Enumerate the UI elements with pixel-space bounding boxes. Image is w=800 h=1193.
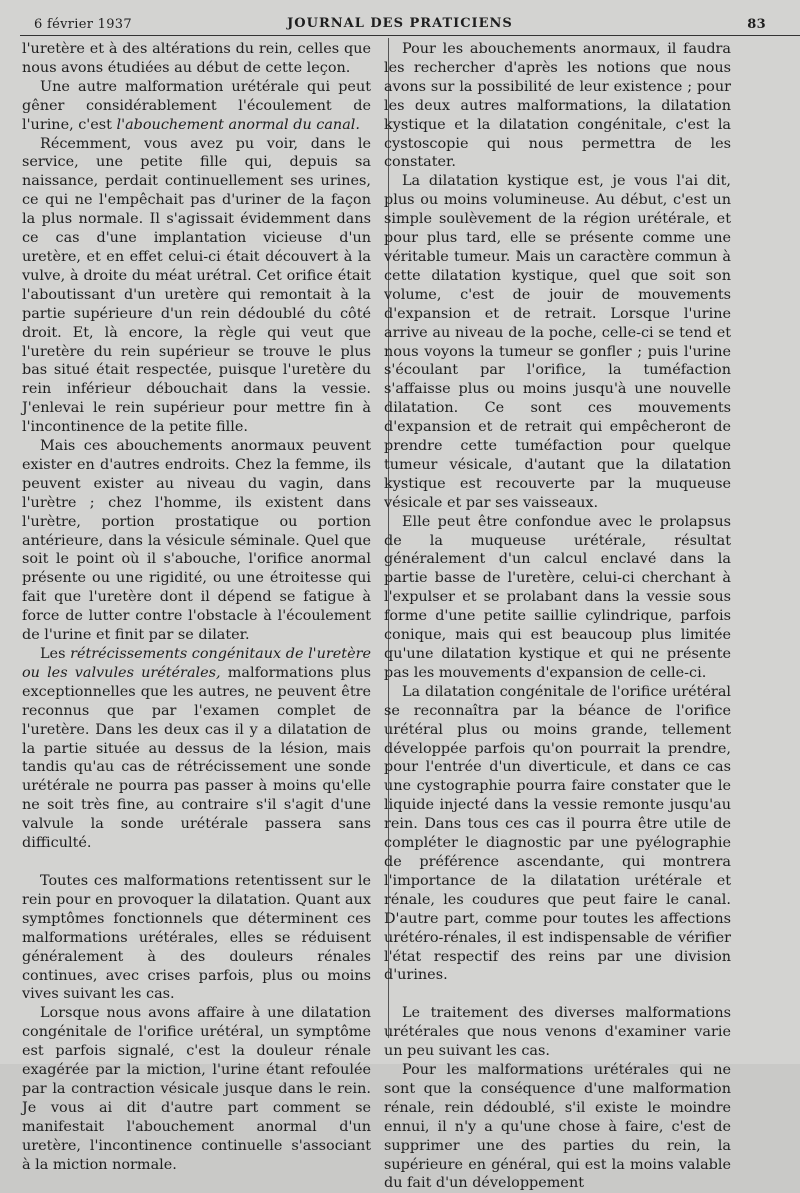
paragraph: Le traitement des diverses malformations urétérales que nous venons d'examiner varie un peu suivant les cas. (384, 1005, 731, 1060)
paragraph-text: Une autre malformation urétérale qui peut gêner considérablement l'écoulement de l'urine, c'est (22, 78, 371, 133)
paragraph-lead: Les (40, 646, 71, 662)
left-column (22, 40, 371, 1174)
paragraph (22, 78, 371, 135)
paragraph: La dilatation congénitale de l'orifice urétéral se reconnaîtra par la béance de l'orifice urétéral plus ou moins grande, tellement développée parfois qu'on pourrait la prendre, pour l'entrée d'un diverticule, et dans ce cas une cystographie pourra faire constater que le liquide injecté dans la vessie remonte jusqu'au rein. Dans tous ces cas il pourra être utile de compléter le diagnostic par une pyélographie de préférence ascendante, qui montrera l'importance de la dilatation urétérale et rénale, les coudures que peut faire le canal. D'autre part, comme pour toutes les affections urétéro-rénales, il est indispensable de vérifier l'état respectif des reins par une division d'urines. (384, 683, 731, 984)
italic-term: rétrécissements congénitaux de l'uretère ou les valvules urétérales, (22, 646, 371, 681)
paragraph: Toutes ces malformations retentissent sur le rein pour en provoquer la dilatation. Quant aux symptômes fonctionnels que déterminent ces malformations urétérales, elles se réduisent généralement à des douleurs rénales continues, avec crises parfois, plus ou moins vives suivant les cas. (22, 872, 371, 1003)
journal-title: JOURNAL DES PRATICIENS (287, 16, 513, 31)
paragraph (22, 645, 371, 853)
paragraph: Elle peut être confondue avec le prolapsus de la muqueuse urétérale, résultat généralement d'un calcul enclavé dans la partie basse de l'uretère, celui-ci cherchant à l'expulser et se prolabant dans la vessie sous forme d'une petite saillie cylindrique, parfois conique, mais qui est beaucoup plus limitée qu'une dilatation kystique et qui ne présente pas les mouvements d'expansion de celle-ci. (384, 513, 731, 681)
paragraph: Pour les malformations urétérales qui ne sont que la conséquence d'une malformation rénale, rein dédoublé, s'il existe le moindre ennui, il n'y a qu'une chose à faire, c'est de supprimer une des parties du rein, la supérieure en général, qui est la moins valable du fait d'un développement (384, 1062, 731, 1192)
right-column (384, 40, 731, 1193)
page-number: 83 (747, 17, 766, 32)
paragraph: La dilatation kystique est, je vous l'ai dit, plus ou moins volumineuse. Au début, c'est un simple soulèvement de la région urétérale, et pour plus tard, elle se présente comme une véritable tumeur. Mais un caractère commun à cette dilatation kystique, quel que soit son volume, c'est de jouir de mouvements d'expansion et de retrait. Lorsque l'urine arrive au niveau de la poche, celle-ci se tend et nous voyons la tumeur se gonfler ; puis l'urine s'écoulant par l'orifice, la tuméfaction s'affaisse plus ou moins jusqu'à une nouvelle dilatation. Ce sont ces mouvements d'expansion et de retrait qui empêcheront de prendre cette tuméfaction pour quelque tumeur vésicale, d'autant que la dilatation kystique est recouverte par la muqueuse vésicale et par ses vaisseaux. (384, 173, 731, 511)
paragraph: Mais ces abouchements anormaux peuvent exister en d'autres endroits. Chez la femme, ils peuvent exister au niveau du vagin, dans l'urètre ; chez l'homme, ils existent dans l'urètre, portion prostatique ou portion antérieure, dans la vésicule séminale. Quel que soit le point où il s'abouche, l'orifice anormal présente ou une rigidité, ou une étroitesse qui fait que l'uretère dont il dépend se fatigue à force de lutter contre l'obstacle à l'écoulement de l'urine et finit par se dilater. (22, 438, 371, 644)
header-rule (20, 35, 800, 36)
running-header (0, 15, 800, 37)
italic-term: l'abouchement anormal du canal. (116, 116, 360, 133)
header-date: 6 février 1937 (34, 17, 132, 32)
section-gap (22, 853, 371, 872)
paragraph: Récemment, vous avez pu voir, dans le service, une petite fille qui, depuis sa naissance, perdait continuellement ses urines, ce qui ne l'empêchait pas d'uriner de la façon la plus normale. Il s'agissait évidemment dans ce cas d'une implantation vicieuse d'un uretère, et en effet celui-ci était découvert à la vulve, à droite du méat urétral. Cet orifice était l'aboutissant d'un uretère qui remontait à la partie supérieure d'un rein dédoublé du côté droit. Et, là encore, la règle qui veut que l'uretère du rein supérieur se trouve le plus bas situé était respectée, puisque l'uretère du rein inférieur débouchait dans la vessie. J'enlevai le rein supérieur pour mettre fin à l'incontinence de la petite fille. (22, 135, 371, 436)
paragraph-text: malformations plus exceptionnelles que les autres, ne peuvent être reconnus que par l'examen complet de l'uretère. Dans les deux cas il y a dilatation de la partie située au dessus de la lésion, mais tandis qu'au cas de rétrécissement une sonde urétérale ne pourra pas passer à moins qu'elle ne soit très fine, au contraire s'il s'agit d'une valvule la sonde urétérale passera sans difficulté. (22, 664, 372, 852)
paragraph: l'uretère et à des altérations du rein, celles que nous avons étudiées au début de cette leçon. (22, 41, 371, 76)
section-gap (384, 985, 731, 1004)
paragraph: Pour les abouchements anormaux, il faudra les rechercher d'après les notions que nous avons sur la possibilité de leur existence ; pour les deux autres malformations, la dilatation kystique et la dilatation congénitale, c'est la cystoscopie qui nous permettra de les constater. (384, 41, 731, 171)
paragraph: Lorsque nous avons affaire à une dilatation congénitale de l'orifice urétéral, un symptôme est parfois signalé, c'est la douleur rénale exagérée par la miction, l'urine étant refoulée par la contraction vésicale jusque dans le rein. Je vous ai dit d'autre part comment se manifestait l'abouchement anormal d'un uretère, l'incontinence continuelle s'associant à la miction normale. (22, 1005, 371, 1173)
